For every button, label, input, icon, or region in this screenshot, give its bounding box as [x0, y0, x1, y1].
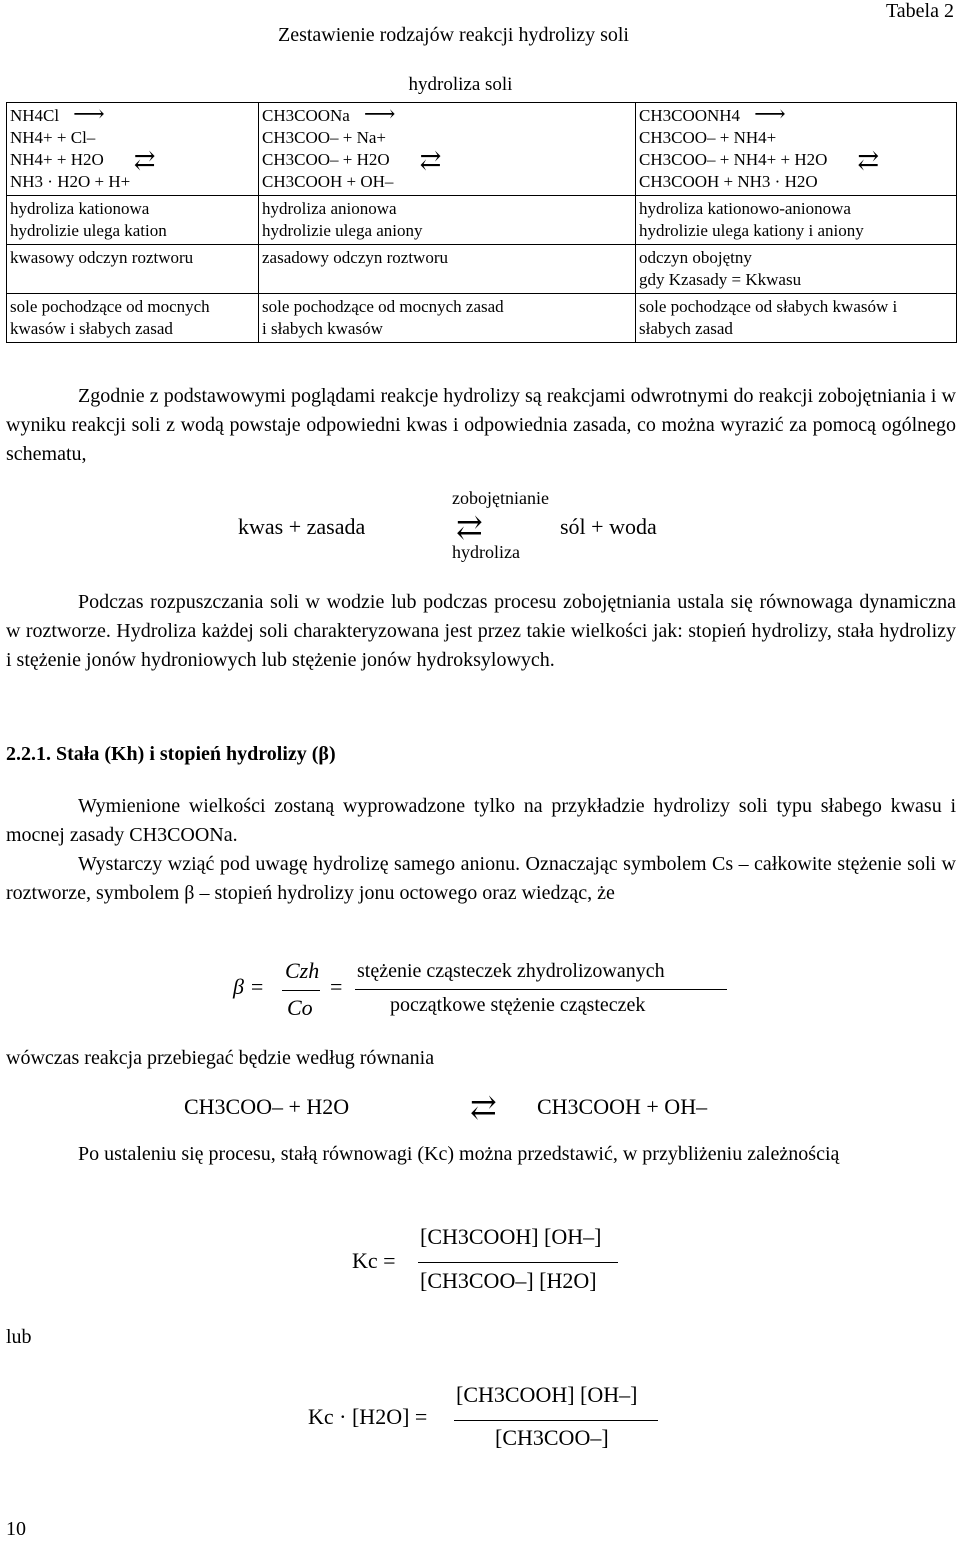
- paragraph: Po ustaleniu się procesu, stałą równowagi (Kc) można przedstawić, w przybliżeniu zależnością: [78, 1143, 840, 1165]
- arrow-right-icon: ⟶: [754, 101, 786, 126]
- paragraph: wówczas reakcja przebiegać będzie według równania: [6, 1047, 435, 1069]
- formula-word-denominator: początkowe stężenie cząsteczek: [390, 994, 646, 1016]
- cell: odczyn obojętny: [639, 248, 752, 267]
- formula-equals: =: [330, 974, 343, 999]
- cell: zasadowy odczyn roztworu: [259, 245, 636, 294]
- formula-kc-denominator: [CH3COO–] [H2O]: [420, 1268, 597, 1293]
- hydrolysis-table: [6, 72, 957, 343]
- arrow-right-icon: ⟶: [363, 101, 396, 126]
- arrow-right-icon: ⟶: [73, 101, 105, 126]
- cell: i słabych kwasów: [262, 319, 383, 338]
- table-row: [7, 245, 957, 294]
- cell: NH3 · H2O + H+: [10, 172, 131, 191]
- paragraph: Wystarczy wziąć pod uwagę hydrolizę samego anionu. Oznaczając symbolem Cs – całkowite stężenie soli w roztworze, symbolem β – stopień hydrolizy jonu octowego oraz wiedząc, że: [6, 853, 956, 904]
- cell: słabych zasad: [639, 319, 733, 338]
- reaction-right: CH3COOH + OH–: [537, 1094, 708, 1119]
- cell: hydroliza kationowo-anionowa: [639, 199, 851, 218]
- equilibrium-arrow-icon: ⇄: [857, 146, 880, 176]
- lub-label: lub: [6, 1326, 32, 1348]
- cell: NH4+ + H2O: [10, 150, 104, 169]
- table-row: [7, 196, 957, 245]
- formula-word-numerator: stężenie cząsteczek zhydrolizowanych: [357, 960, 665, 982]
- formula-numerator: Czh: [285, 958, 320, 983]
- table-head: hydroliza soli: [259, 72, 957, 103]
- cell: sole pochodzące od słabych kwasów i: [639, 297, 898, 316]
- cell: CH3COONH4: [639, 106, 741, 125]
- cell: hydrolizie ulega kation: [10, 221, 167, 240]
- formula-kc-lhs: Kc =: [352, 1248, 396, 1273]
- formula-kc2-denominator: [CH3COO–]: [495, 1425, 609, 1450]
- cell: hydrolizie ulega aniony: [262, 221, 423, 240]
- equilibrium-arrow-icon: ⇄: [419, 146, 442, 176]
- table-caption: Zestawienie rodzajów reakcji hydrolizy soli: [278, 24, 629, 46]
- cell: NH4Cl: [10, 106, 60, 125]
- formula-beta-lhs: β =: [233, 974, 265, 999]
- formula-kc-numerator: [CH3COOH] [OH–]: [420, 1224, 602, 1249]
- fraction-line: [355, 989, 727, 990]
- cell: hydroliza kationowa: [10, 199, 150, 218]
- cell: kwasów i słabych zasad: [10, 319, 173, 338]
- paragraph: Zgodnie z podstawowymi poglądami reakcje hydrolizy są reakcjami odwrotnymi do reakcji zobojętniania i w wyniku reakcji soli z wodą powstaje odpowiedni kwas i odpowiednia zasada, co można wyrazić za pomocą ogólnego schematu,: [6, 385, 956, 465]
- table-row: [7, 294, 957, 343]
- scheme-label-top: zobojętnianie: [452, 488, 549, 508]
- page-number: 10: [6, 1518, 26, 1540]
- cell: sole pochodzące od mocnych zasad: [262, 297, 504, 316]
- paragraph: Wymienione wielkości zostaną wyprowadzone tylko na przykładzie hydrolizy soli typu słabego kwasu i mocnej zasady CH3COONa.: [6, 795, 956, 846]
- scheme-label-bottom: hydroliza: [452, 542, 520, 562]
- cell: CH3COONa: [262, 106, 350, 125]
- cell: gdy Kzasady = Kkwasu: [639, 270, 802, 289]
- reaction-left: CH3COO– + H2O: [184, 1094, 350, 1119]
- formula-denominator: Co: [287, 995, 313, 1020]
- scheme-left: kwas + zasada: [238, 514, 366, 539]
- paragraph: Podczas rozpuszczania soli w wodzie lub podczas procesu zobojętniania ustala się równowaga dynamiczna w roztworze. Hydroliza każdej soli charakteryzowana jest przez takie wielkości jak: stopień hydrolizy, stała hydrolizy i stężenie jonów hydroniowych lub stężenie jonów hydroksylowych.: [6, 591, 956, 671]
- fraction-line: [454, 1420, 658, 1421]
- fraction-line: [418, 1262, 618, 1263]
- cell: CH3COO– + H2O: [262, 150, 390, 169]
- cell: CH3COO– + NH4+: [639, 128, 777, 147]
- formula-kc2-numerator: [CH3COOH] [OH–]: [456, 1382, 638, 1407]
- section-heading: 2.2.1. Stała (Kh) i stopień hydrolizy (β): [6, 743, 336, 765]
- cell: CH3COO– + NH4+ + H2O: [639, 150, 828, 169]
- fraction-line: [282, 990, 320, 991]
- table-label: Tabela 2: [885, 0, 954, 22]
- scheme-right: sól + woda: [560, 514, 657, 539]
- cell: CH3COO– + Na+: [262, 128, 387, 147]
- equilibrium-arrow-icon: ⇄: [456, 509, 483, 545]
- cell: sole pochodzące od mocnych: [10, 297, 210, 316]
- equilibrium-arrow-icon: ⇄: [470, 1089, 497, 1125]
- cell: NH4+ + Cl–: [10, 128, 96, 147]
- equilibrium-arrow-icon: ⇄: [133, 146, 156, 176]
- cell: hydrolizie ulega kationy i aniony: [639, 221, 864, 240]
- cell: hydroliza anionowa: [262, 199, 397, 218]
- table-row: [7, 103, 957, 196]
- cell: CH3COOH + NH3 · H2O: [639, 172, 818, 191]
- cell: CH3COOH + OH–: [262, 172, 394, 191]
- formula-kc2-lhs: Kc · [H2O] =: [308, 1404, 428, 1429]
- cell: kwasowy odczyn roztworu: [7, 245, 259, 294]
